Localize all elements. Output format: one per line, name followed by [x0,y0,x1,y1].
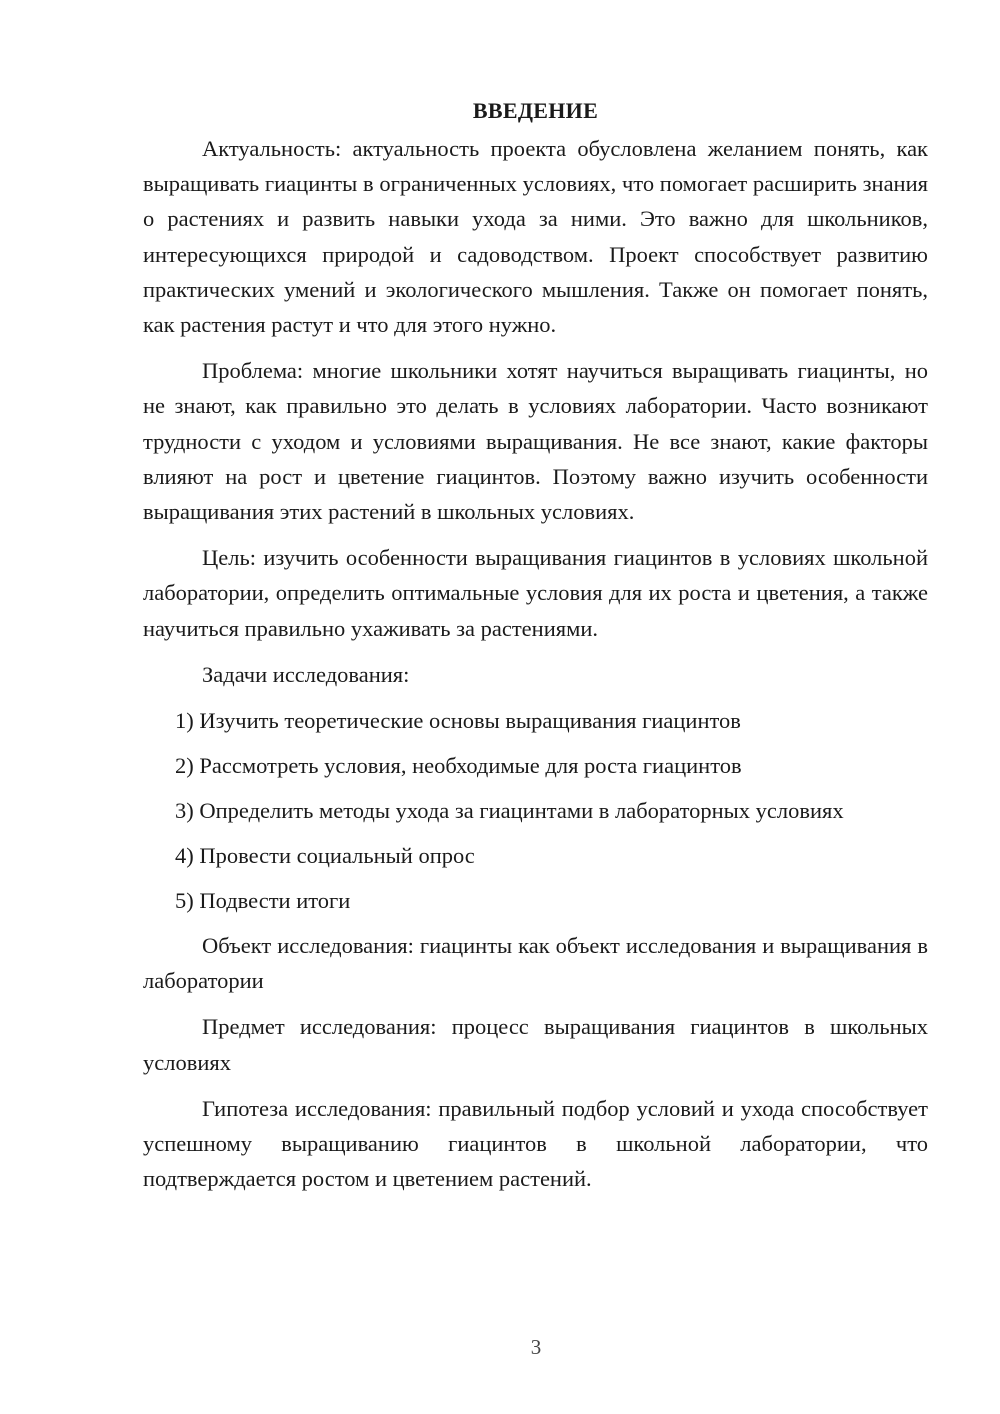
document-page [143,96,928,1207]
object-paragraph: Объект исследования: гиацинты как объект исследования и выращивания в лаборатории [143,933,928,994]
task-item: 3) Определить методы ухода за гиацинтами в лабораторных условиях [175,798,844,824]
relevance-paragraph: Актуальность: актуальность проекта обусловлена желанием понять, как выращивать гиацинты в ограниченных условиях, что помогает расширить знания о растениях и развить навыки ухода за ними. Это важно для школьников, интересующихся природой и садоводством. Проект способствует развитию практических умений и экологического мышления. Также он помогает понять, как растения растут и что для этого нужно. [143,136,928,338]
tasks-title: Задачи исследования: [202,661,410,687]
subject-paragraph: Предмет исследования: процесс выращивания гиацинтов в школьных условиях [143,1014,928,1075]
problem-paragraph: Проблема: многие школьники хотят научиться выращивать гиацинты, но не знают, как правильно это делать в условиях лаборатории. Часто возникают трудности с уходом и условиями выращивания. Не все знают, какие факторы влияют на рост и цветение гиацинтов. Поэтому важно изучить особенности выращивания этих растений в школьных условиях. [143,358,928,525]
task-item: 5) Подвести итоги [175,888,351,914]
page-number: 3 [530,1335,542,1359]
hypothesis-paragraph: Гипотеза исследования: правильный подбор условий и ухода способствует успешному выращиванию гиацинтов в школьной лаборатории, что подтверждается ростом и цветением растений. [143,1095,928,1192]
task-item: 2) Рассмотреть условия, необходимые для роста гиацинтов [175,753,742,779]
section-heading: ВВЕДЕНИЕ [472,98,599,123]
task-item: 1) Изучить теоретические основы выращивания гиацинтов [175,708,741,734]
task-item: 4) Провести социальный опрос [175,843,475,869]
tasks-list [143,703,928,918]
goal-paragraph: Цель: изучить особенности выращивания гиацинтов в условиях школьной лаборатории, определить оптимальные условия для их роста и цветения, а также научиться правильно ухаживать за растениями. [143,545,928,641]
